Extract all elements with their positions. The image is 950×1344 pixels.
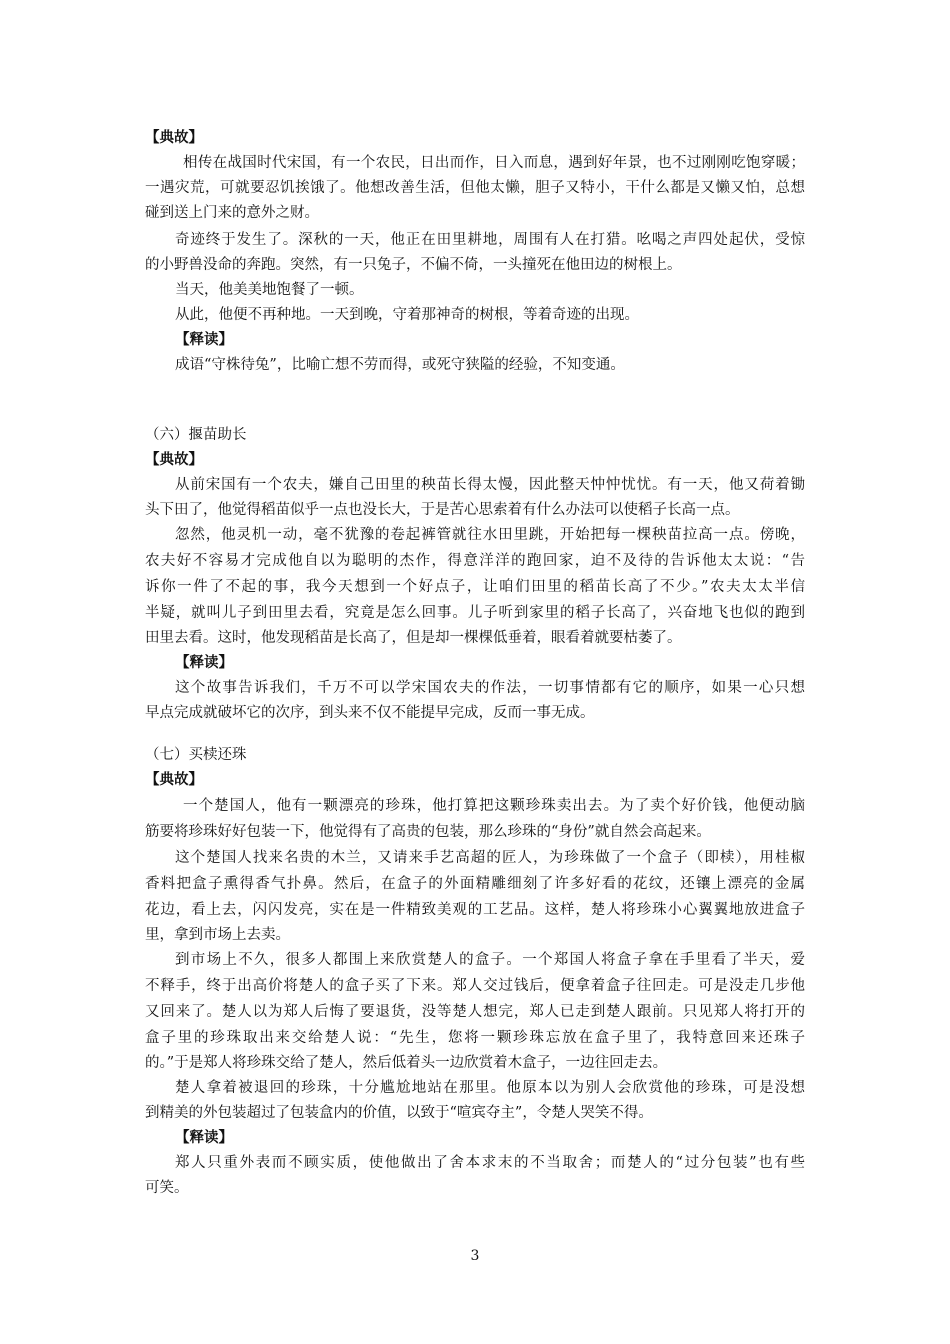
- section-title: （六）揠苗助长: [145, 427, 247, 443]
- paragraph-line: 从前宋国有一个农夫，嫌自己田里的秧苗长得太慢，因此整天忡忡忧忧。有一天，他又荷着锄: [175, 477, 805, 493]
- paragraph-line: 郑人只重外表而不顾实质，使他做出了舍本求末的不当取舍；而楚人的“过分包装”也有些: [175, 1155, 805, 1171]
- paragraph-line: 忽然，他灵机一动，毫不犹豫的卷起裤管就往水田里跳，开始把每一棵秧苗拉高一点。傍晚，: [175, 527, 805, 543]
- paragraph-line: 田里去看。这时，他发现稻苗是长高了，但是却一棵棵低垂着，眼看着就要枯萎了。: [145, 630, 682, 646]
- paragraph-line: 花边，看上去，闪闪发亮，实在是一件精致美观的工艺品。这样，楚人将珍珠小心翼翼地放进盒子: [145, 902, 805, 918]
- paragraph-line: 的。”于是郑人将珍珠交给了楚人，然后低着头一边欣赏着木盒子，一边往回走去。: [145, 1055, 668, 1071]
- paragraph-line: 奇迹终于发生了。深秋的一天，他正在田里耕地，周围有人在打猎。吆喝之声四处起伏，受惊: [175, 232, 805, 248]
- paragraph-line: 里，拿到市场上去卖。: [145, 927, 290, 943]
- section-tag-story: 【典故】: [145, 129, 203, 146]
- paragraph-line: 从此，他便不再种地。一天到晚，守着那神奇的树根，等着奇迹的出现。: [175, 307, 639, 323]
- paragraph-line: 到精美的外包装超过了包装盒内的价值，以致于“喧宾夺主”，令楚人哭笑不得。: [145, 1105, 653, 1121]
- paragraph-line: 的小野兽没命的奔跑。突然，有一只兔子，不偏不倚，一头撞死在他田边的树根上。: [145, 257, 682, 273]
- paragraph-line: 楚人拿着被退回的珍珠，十分尴尬地站在那里。他原本以为别人会欣赏他的珍珠，可是没想: [175, 1080, 805, 1096]
- section-tag-interpretation: 【释读】: [175, 654, 233, 671]
- paragraph-line: 这个楚国人找来名贵的木兰，又请来手艺高超的匠人，为珍珠做了一个盒子（即椟），用桂椒: [175, 850, 805, 866]
- section-tag-story: 【典故】: [145, 771, 203, 788]
- section-tag-story: 【典故】: [145, 451, 203, 468]
- paragraph-line: 当天，他美美地饱餐了一顿。: [175, 282, 364, 298]
- paragraph-line: 一个楚国人，他有一颗漂亮的珍珠，他打算把这颗珍珠卖出去。为了卖个好价钱，他便动脑: [183, 798, 805, 814]
- paragraph-line: 半疑，就叫儿子到田里去看，究竟是怎么回事。儿子听到家里的稻子长高了，兴奋地飞也似的跑到: [145, 605, 805, 621]
- paragraph-line: 可笑。: [145, 1180, 189, 1196]
- paragraph-line: 这个故事告诉我们，千万不可以学宋国农夫的作法，一切事情都有它的顺序，如果一心只想: [175, 680, 805, 696]
- section-tag-interpretation: 【释读】: [175, 331, 233, 348]
- section-title: （七）买椟还珠: [145, 747, 247, 763]
- paragraph-line: 农夫好不容易才完成他自以为聪明的杰作，得意洋洋的跑回家，迫不及待的告诉他太太说：“告: [145, 553, 805, 569]
- section-tag-interpretation: 【释读】: [175, 1129, 233, 1146]
- paragraph-line: 不释手，终于出高价将楚人的盒子买了下来。郑人交过钱后，便拿着盒子往回走。可是没走几步他: [145, 978, 805, 994]
- paragraph-line: 盒子里的珍珠取出来交给楚人说：“先生，您将一颗珍珠忘放在盒子里了，我特意回来还珠子: [145, 1030, 805, 1046]
- paragraph-line: 早点完成就破坏它的次序，到头来不仅不能提早完成，反而一事无成。: [145, 705, 595, 721]
- paragraph-line: 头下田了，他觉得稻苗似乎一点也没长大，于是苦心思索着有什么办法可以使稻子长高一点。: [145, 502, 740, 518]
- paragraph-line: 又回来了。楚人以为郑人后悔了要退货，没等楚人想完，郑人已走到楚人跟前。只见郑人将打开的: [145, 1004, 805, 1020]
- paragraph-line: 一遇灾荒，可就要忍饥挨饿了。他想改善生活，但他太懒，胆子又特小，干什么都是又懒又怕，总想: [145, 180, 805, 196]
- page-number: 3: [470, 1248, 480, 1264]
- paragraph-line: 诉你一件了不起的事，我今天想到一个好点子，让咱们田里的稻苗长高了不少。”农夫太太半信: [145, 579, 805, 595]
- paragraph-line: 到市场上不久，很多人都围上来欣赏楚人的盒子。一个郑国人将盒子拿在手里看了半天，爱: [175, 952, 805, 968]
- paragraph-line: 碰到送上门来的意外之财。: [145, 205, 319, 221]
- paragraph-line: 相传在战国时代宋国，有一个农民，日出而作，日入而息，遇到好年景，也不过刚刚吃饱穿暖；: [183, 155, 805, 171]
- paragraph-line: 成语“守株待兔”，比喻亡想不劳而得，或死守狭隘的经验，不知变通。: [175, 357, 625, 373]
- paragraph-line: 香料把盒子熏得香气扑鼻。然后，在盒子的外面精雕细刻了许多好看的花纹，还镶上漂亮的金属: [145, 876, 805, 892]
- paragraph-line: 筋要将珍珠好好包装一下，他觉得有了高贵的包装，那么珍珠的“身份”就自然会高起来。: [145, 824, 711, 840]
